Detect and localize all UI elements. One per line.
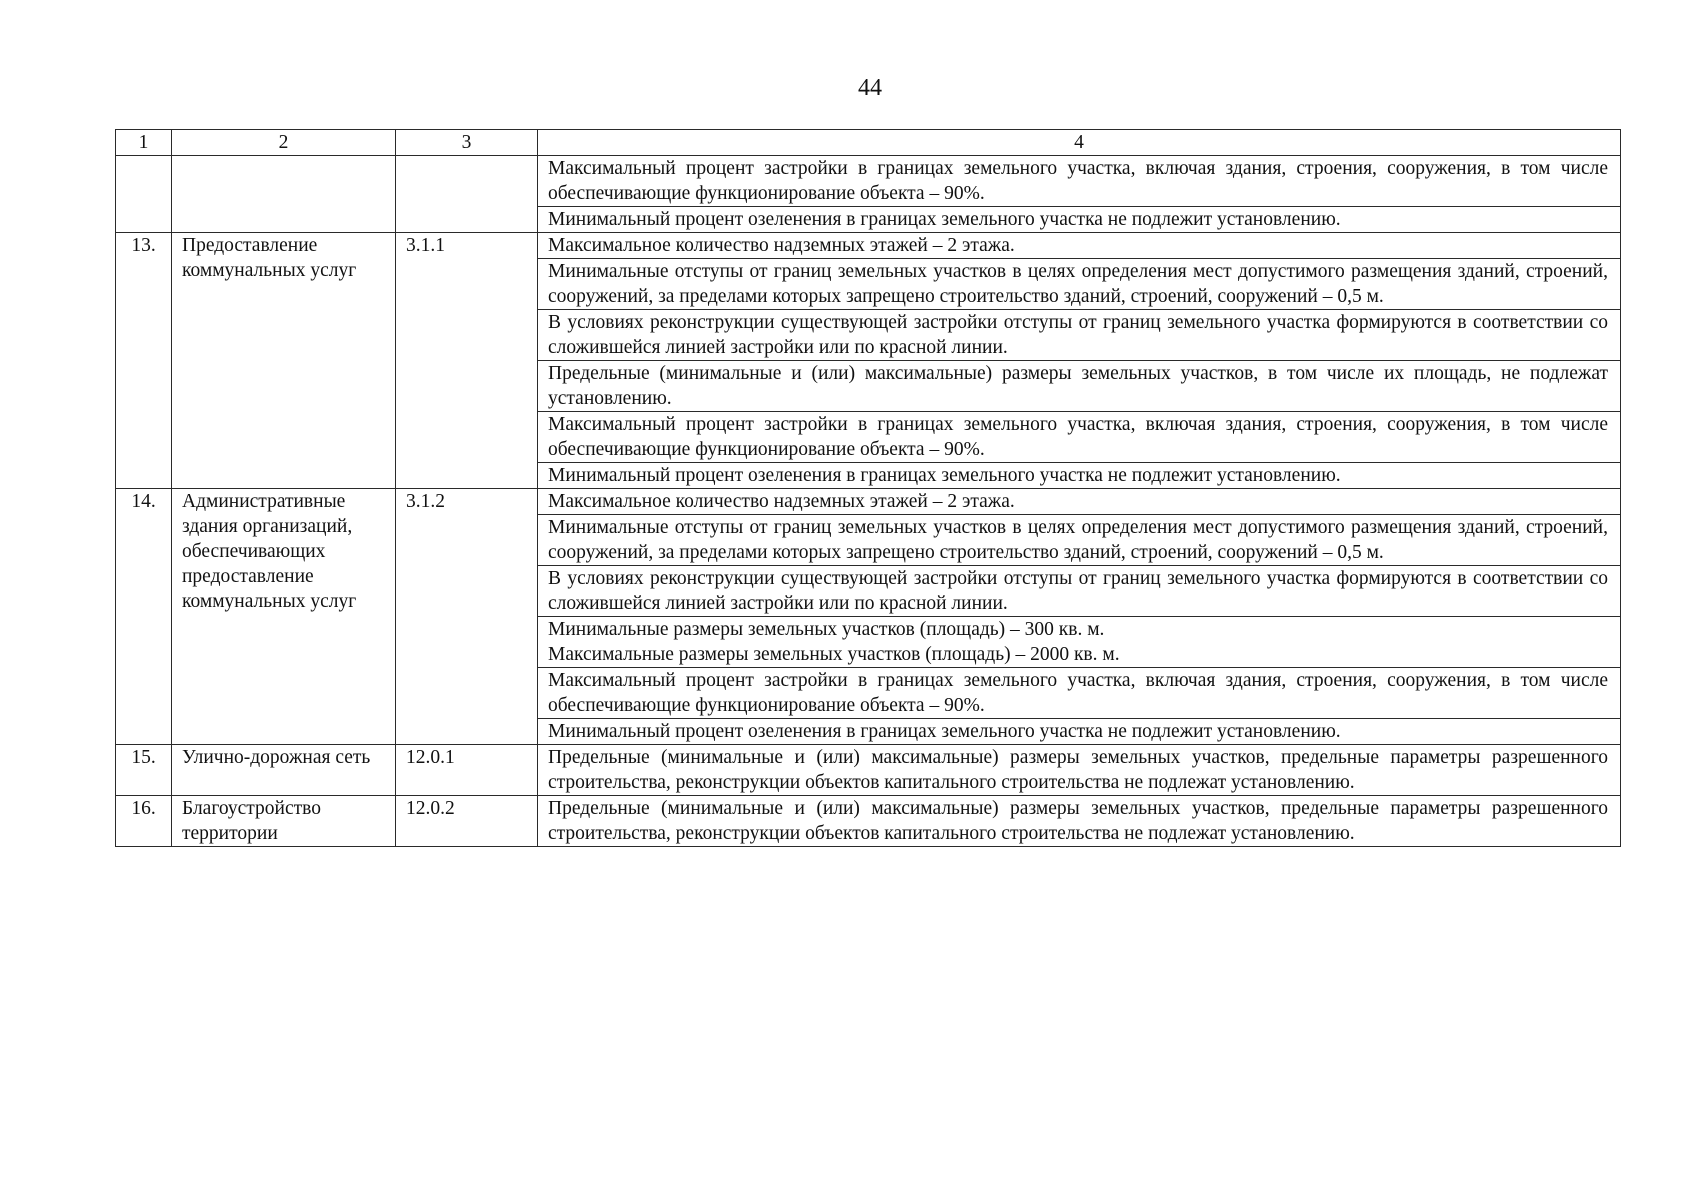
- parameter-cell: Предельные (минимальные и (или) максимальные) размеры земельных участков, предельные параметры разрешенного строительства, реконструкции объектов капитального строительства не подлежат установлению.: [538, 796, 1621, 847]
- use-code-cell: 3.1.1: [396, 233, 538, 489]
- use-name-cell: Улично-дорожная сеть: [172, 745, 396, 796]
- parameter-cell: Минимальный процент озеленения в границах земельного участка не подлежит установлению.: [538, 719, 1621, 745]
- use-name-cell: Предоставление коммунальных услуг: [172, 233, 396, 489]
- parameter-cell: Максимальное количество надземных этажей – 2 этажа.: [538, 489, 1621, 515]
- column-number: 1: [116, 130, 172, 156]
- row-number-cell: 14.: [116, 489, 172, 745]
- table-row: [116, 233, 1621, 259]
- min-area-line: Минимальные размеры земельных участков (площадь) – 300 кв. м.: [548, 619, 1105, 640]
- parameter-cell: Максимальный процент застройки в границах земельного участка, включая здания, строения, сооружения, в том числе обеспечивающие функционирование объекта – 90%.: [538, 668, 1621, 719]
- row-number-cell: [116, 156, 172, 233]
- use-code-cell: [396, 156, 538, 233]
- parameter-cell: Минимальный процент озеленения в границах земельного участка не подлежит установлению.: [538, 207, 1621, 233]
- table-row: [116, 796, 1621, 847]
- parameter-cell: В условиях реконструкции существующей застройки отступы от границ земельного участка формируются в соответствии со сложившейся линией застройки или по красной линии.: [538, 310, 1621, 361]
- parameter-cell: Минимальный процент озеленения в границах земельного участка не подлежит установлению.: [538, 463, 1621, 489]
- parameter-cell: В условиях реконструкции существующей застройки отступы от границ земельного участка формируются в соответствии со сложившейся линией застройки или по красной линии.: [538, 566, 1621, 617]
- parameter-cell: Максимальный процент застройки в границах земельного участка, включая здания, строения, сооружения, в том числе обеспечивающие функционирование объекта – 90%.: [538, 412, 1621, 463]
- parameter-cell: [538, 617, 1621, 668]
- row-number-cell: 16.: [116, 796, 172, 847]
- row-number-cell: 13.: [116, 233, 172, 489]
- row-number-cell: 15.: [116, 745, 172, 796]
- parameter-cell: Предельные (минимальные и (или) максимальные) размеры земельных участков, предельные параметры разрешенного строительства, реконструкции объектов капитального строительства не подлежат установлению.: [538, 745, 1621, 796]
- table-row: [116, 156, 1621, 207]
- column-number: 3: [396, 130, 538, 156]
- max-area-line: Максимальные размеры земельных участков (площадь) – 2000 кв. м.: [548, 644, 1120, 665]
- use-code-cell: 12.0.1: [396, 745, 538, 796]
- use-code-cell: 3.1.2: [396, 489, 538, 745]
- table-row: [116, 489, 1621, 515]
- table-row: [116, 745, 1621, 796]
- use-name-cell: Административные здания организаций, обеспечивающих предоставление коммунальных услуг: [172, 489, 396, 745]
- parameter-cell: Предельные (минимальные и (или) максимальные) размеры земельных участков, в том числе их площадь, не подлежат установлению.: [538, 361, 1621, 412]
- regulations-table: [115, 129, 1621, 847]
- parameter-cell: Максимальный процент застройки в границах земельного участка, включая здания, строения, сооружения, в том числе обеспечивающие функционирование объекта – 90%.: [538, 156, 1621, 207]
- column-number: 2: [172, 130, 396, 156]
- parameter-cell: Минимальные отступы от границ земельных участков в целях определения мест допустимого размещения зданий, строений, сооружений, за пределами которых запрещено строительство зданий, строений, сооружений – 0,5 м.: [538, 259, 1621, 310]
- parameter-cell: Максимальное количество надземных этажей – 2 этажа.: [538, 233, 1621, 259]
- page-number: 44: [858, 75, 882, 101]
- column-number: 4: [538, 130, 1621, 156]
- table-header-row: [116, 130, 1621, 156]
- use-name-cell: Благоустройство территории: [172, 796, 396, 847]
- parameter-cell: Минимальные отступы от границ земельных участков в целях определения мест допустимого размещения зданий, строений, сооружений, за пределами которых запрещено строительство зданий, строений, сооружений – 0,5 м.: [538, 515, 1621, 566]
- use-name-cell: [172, 156, 396, 233]
- use-code-cell: 12.0.2: [396, 796, 538, 847]
